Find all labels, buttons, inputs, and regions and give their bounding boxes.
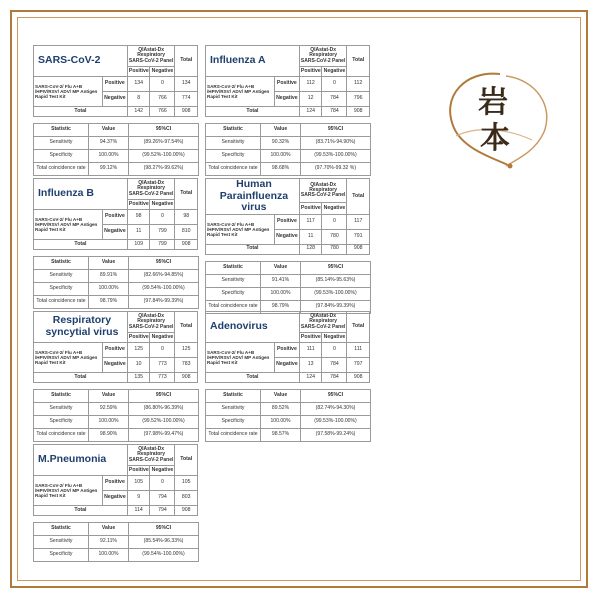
stats-cell: 100.00% [89, 150, 129, 163]
contingency-table [205, 178, 370, 255]
stats-row [206, 416, 371, 429]
cell-value: 797 [347, 358, 370, 373]
col-header-negative: Negative [322, 67, 347, 77]
total-label: Total [34, 506, 128, 516]
cell-value: 773 [150, 358, 175, 373]
stats-cell: (99.54%-100.00%) [129, 283, 199, 296]
stats-row [206, 274, 371, 287]
stats-header-cell: Statistic [34, 124, 89, 137]
cell-value: 791 [347, 229, 370, 244]
cell-value: 796 [347, 92, 370, 107]
stats-row [206, 429, 371, 442]
kit-name: SARS-CoV-2/ Flu A+B /HPIV/RSV/ ADV/ MP Antigen Rapid Test Kit [34, 210, 103, 240]
stats-cell: 98.90% [89, 429, 129, 442]
stats-cell: 100.00% [89, 283, 129, 296]
total-label: Total [34, 240, 128, 250]
col-header-total: Total [175, 46, 198, 77]
total-value: 908 [175, 240, 198, 250]
stats-cell: Total coincidence rate [34, 429, 89, 442]
row-label: Positive [274, 77, 299, 92]
stats-cell: (97.84%-99.39%) [301, 300, 371, 313]
stats-cell: (82.74%-94.30%) [301, 403, 371, 416]
stats-cell: Specificity [34, 150, 89, 163]
stats-row [34, 536, 199, 549]
cell-value: 8 [127, 92, 150, 107]
result-block [205, 178, 370, 314]
col-header-negative: Negative [150, 200, 175, 210]
panel-header: QIAstat-Dx Respiratory SARS-CoV-2 Panel [127, 46, 175, 67]
block-title: Human Parainfluenza virus [206, 179, 300, 215]
logo-char-2: 本 [480, 121, 510, 156]
stats-header-cell: Value [89, 523, 129, 536]
row-label: Negative [274, 92, 299, 107]
stats-header-cell: Value [89, 257, 129, 270]
block-title: Adenovirus [206, 312, 300, 343]
stats-row [34, 270, 199, 283]
stats-header-cell: 95%CI [129, 390, 199, 403]
stats-cell: 99.12% [89, 163, 129, 176]
stats-cell: 89.91% [89, 270, 129, 283]
cell-value: 810 [175, 225, 198, 240]
total-row [34, 373, 198, 383]
stats-header-cell: 95%CI [301, 261, 371, 274]
row-label: Negative [102, 358, 127, 373]
total-value: 908 [175, 373, 198, 383]
col-header-negative: Negative [150, 466, 175, 476]
total-row [34, 506, 198, 516]
cell-value: 134 [175, 77, 198, 92]
total-value: 908 [347, 373, 370, 383]
stats-cell: 98.79% [261, 300, 301, 313]
stats-cell: Sensitivity [206, 403, 261, 416]
stats-cell: 98.57% [261, 429, 301, 442]
statistics-table [33, 256, 199, 309]
cell-value: 111 [299, 343, 322, 358]
stats-header-cell: Value [261, 261, 301, 274]
panel-header: QIAstat-Dx Respiratory SARS-CoV-2 Panel [299, 179, 347, 203]
col-header-positive: Positive [127, 200, 150, 210]
table-row [34, 476, 198, 491]
stats-row [34, 549, 199, 562]
kit-name: SARS-CoV-2/ Flu A+B /HPIV/RSV/ ADV/ MP Antigen Rapid Test Kit [206, 214, 275, 244]
cell-value: 112 [299, 77, 322, 92]
col-header-positive: Positive [127, 67, 150, 77]
stats-cell: 98.68% [261, 163, 301, 176]
stats-row [34, 163, 199, 176]
cell-value: 11 [127, 225, 150, 240]
statistics-table [33, 522, 199, 562]
panel-header: QIAstat-Dx Respiratory SARS-CoV-2 Panel [127, 312, 175, 333]
kit-name: SARS-CoV-2/ Flu A+B /HPIV/RSV/ ADV/ MP Antigen Rapid Test Kit [34, 343, 103, 373]
cell-value: 780 [322, 229, 347, 244]
contingency-table [205, 311, 370, 383]
col-header-total: Total [175, 312, 198, 343]
stats-cell: Specificity [206, 416, 261, 429]
contingency-table [33, 444, 198, 516]
stats-cell: 90.32% [261, 137, 301, 150]
stats-header-cell: Statistic [206, 124, 261, 137]
total-value: 773 [150, 373, 175, 383]
brand-logo [436, 66, 558, 174]
cell-value: 117 [347, 214, 370, 229]
block-title: SARS-CoV-2 [34, 46, 128, 77]
block-title: Respiratory syncytial virus [34, 312, 128, 343]
cell-value: 803 [175, 491, 198, 506]
stats-row [34, 429, 199, 442]
stats-header-cell: Value [261, 390, 301, 403]
stats-cell: (98.27%-99.62%) [129, 163, 199, 176]
table-row [34, 77, 198, 92]
stats-row [34, 416, 199, 429]
stats-cell: 100.00% [89, 416, 129, 429]
statistics-table [33, 123, 199, 176]
total-value: 908 [347, 107, 370, 117]
stats-cell: (86.80%-96.39%) [129, 403, 199, 416]
result-block [33, 311, 198, 442]
cell-value: 111 [347, 343, 370, 358]
table-row [34, 343, 198, 358]
total-row [206, 107, 370, 117]
kit-name: SARS-CoV-2/ Flu A+B /HPIV/RSV/ ADV/ MP Antigen Rapid Test Kit [34, 476, 103, 506]
total-value: 780 [322, 244, 347, 254]
cell-value: 98 [175, 210, 198, 225]
stats-cell: (97.98%-99.47%) [129, 429, 199, 442]
stats-cell: 89.52% [261, 403, 301, 416]
statistics-table [205, 261, 371, 314]
stats-cell: (99.53%-100.00%) [301, 150, 371, 163]
statistics-table [205, 389, 371, 442]
stats-cell: 91.41% [261, 274, 301, 287]
row-label: Positive [102, 343, 127, 358]
cell-value: 0 [150, 210, 175, 225]
stats-cell: (99.54%-100.00%) [129, 549, 199, 562]
total-row [206, 244, 370, 254]
cell-value: 783 [175, 358, 198, 373]
stats-header-cell: 95%CI [129, 124, 199, 137]
cell-value: 105 [175, 476, 198, 491]
col-header-negative: Negative [150, 333, 175, 343]
cell-value: 10 [127, 358, 150, 373]
row-label: Negative [102, 92, 127, 107]
cell-value: 117 [299, 214, 322, 229]
cell-value: 12 [299, 92, 322, 107]
row-label: Positive [102, 476, 127, 491]
stats-cell: (99.52%-100.00%) [129, 150, 199, 163]
stats-cell: Specificity [34, 283, 89, 296]
stats-cell: Specificity [34, 416, 89, 429]
cell-value: 134 [127, 77, 150, 92]
col-header-total: Total [347, 179, 370, 215]
cell-value: 774 [175, 92, 198, 107]
result-block [33, 178, 198, 309]
col-header-positive: Positive [299, 67, 322, 77]
kit-name: SARS-CoV-2/ Flu A+B /HPIV/RSV/ ADV/ MP Antigen Rapid Test Kit [34, 77, 103, 107]
stats-cell: 98.79% [89, 296, 129, 309]
col-header-total: Total [347, 46, 370, 77]
kit-name: SARS-CoV-2/ Flu A+B /HPIV/RSV/ ADV/ MP Antigen Rapid Test Kit [206, 77, 275, 107]
stats-row [206, 150, 371, 163]
stats-cell: 100.00% [261, 416, 301, 429]
stats-cell: Sensitivity [206, 274, 261, 287]
result-block [205, 311, 370, 442]
col-header-total: Total [175, 445, 198, 476]
row-label: Negative [274, 358, 299, 373]
result-block [33, 45, 198, 176]
stats-cell: (89.26%-97.54%) [129, 137, 199, 150]
col-header-negative: Negative [322, 333, 347, 343]
stats-cell: 100.00% [261, 287, 301, 300]
total-value: 799 [150, 240, 175, 250]
stats-cell: Specificity [206, 287, 261, 300]
cell-value: 784 [322, 92, 347, 107]
stats-row [34, 283, 199, 296]
col-header-negative: Negative [322, 203, 347, 215]
row-label: Positive [102, 77, 127, 92]
cell-value: 105 [127, 476, 150, 491]
total-value: 908 [175, 506, 198, 516]
cell-value: 0 [150, 77, 175, 92]
cell-value: 766 [150, 92, 175, 107]
document-page [33, 40, 375, 565]
row-label: Negative [102, 225, 127, 240]
stats-cell: 100.00% [261, 150, 301, 163]
result-block [205, 45, 370, 176]
stats-cell: (99.53%-100.00%) [301, 416, 371, 429]
stats-header-cell: 95%CI [301, 124, 371, 137]
col-header-positive: Positive [299, 333, 322, 343]
total-row [34, 240, 198, 250]
stats-header-cell: 95%CI [129, 257, 199, 270]
cell-value: 0 [322, 77, 347, 92]
stats-cell: Sensitivity [34, 403, 89, 416]
table-row [206, 77, 370, 92]
stats-header-cell: Value [261, 124, 301, 137]
panel-header: QIAstat-Dx Respiratory SARS-CoV-2 Panel [127, 445, 175, 466]
stats-cell: (99.53%-100.00%) [301, 287, 371, 300]
contingency-table [33, 311, 198, 383]
stats-row [34, 403, 199, 416]
stats-cell: Specificity [206, 150, 261, 163]
total-label: Total [206, 107, 300, 117]
stats-cell: 92.59% [89, 403, 129, 416]
cell-value: 125 [127, 343, 150, 358]
stats-header-cell: Statistic [34, 523, 89, 536]
stats-cell: 94.37% [89, 137, 129, 150]
total-value: 784 [322, 373, 347, 383]
logo-swoosh-icon [436, 66, 558, 174]
stats-cell: Total coincidence rate [34, 163, 89, 176]
row-label: Positive [274, 343, 299, 358]
total-value: 124 [299, 373, 322, 383]
cell-value: 0 [150, 343, 175, 358]
row-label: Positive [274, 214, 299, 229]
stats-header-cell: Statistic [34, 257, 89, 270]
stats-cell: (82.66%-94.85%) [129, 270, 199, 283]
block-title: Influenza A [206, 46, 300, 77]
total-value: 124 [299, 107, 322, 117]
col-header-positive: Positive [127, 466, 150, 476]
stats-row [206, 137, 371, 150]
col-header-total: Total [175, 179, 198, 210]
total-label: Total [34, 373, 128, 383]
cell-value: 0 [322, 214, 347, 229]
col-header-positive: Positive [299, 203, 322, 215]
stats-row [206, 287, 371, 300]
stats-row [34, 137, 199, 150]
contingency-table [205, 45, 370, 117]
cell-value: 794 [150, 491, 175, 506]
total-value: 784 [322, 107, 347, 117]
stats-cell: Sensitivity [34, 137, 89, 150]
result-block [33, 444, 198, 562]
stats-row [206, 403, 371, 416]
total-value: 142 [127, 107, 150, 117]
logo-char-1: 岩 [478, 85, 508, 120]
cell-value: 125 [175, 343, 198, 358]
stats-cell: Total coincidence rate [206, 163, 261, 176]
stats-cell: (83.71%-94.90%) [301, 137, 371, 150]
row-label: Negative [274, 229, 299, 244]
cell-value: 13 [299, 358, 322, 373]
total-label: Total [206, 373, 300, 383]
total-label: Total [34, 107, 128, 117]
stats-cell: (85.54%-96.33%) [129, 536, 199, 549]
total-value: 109 [127, 240, 150, 250]
table-row [206, 214, 370, 229]
col-header-total: Total [347, 312, 370, 343]
stats-cell: (85.14%-95.63%) [301, 274, 371, 287]
cell-value: 98 [127, 210, 150, 225]
stats-cell: 100.00% [89, 549, 129, 562]
block-title: Influenza B [34, 179, 128, 210]
stats-header-cell: Value [89, 390, 129, 403]
stats-cell: (99.52%-100.00%) [129, 416, 199, 429]
stats-header-cell: 95%CI [301, 390, 371, 403]
contingency-table [33, 45, 198, 117]
contingency-table [33, 178, 198, 250]
stats-row [206, 163, 371, 176]
cell-value: 11 [299, 229, 322, 244]
stats-cell: Total coincidence rate [206, 429, 261, 442]
stats-cell: 92.11% [89, 536, 129, 549]
cell-value: 9 [127, 491, 150, 506]
cell-value: 784 [322, 358, 347, 373]
total-value: 766 [150, 107, 175, 117]
row-label: Positive [102, 210, 127, 225]
cell-value: 0 [322, 343, 347, 358]
block-title: M.Pneumonia [34, 445, 128, 476]
total-value: 908 [347, 244, 370, 254]
cell-value: 799 [150, 225, 175, 240]
panel-header: QIAstat-Dx Respiratory SARS-CoV-2 Panel [299, 46, 347, 67]
total-value: 908 [175, 107, 198, 117]
stats-cell: (97.70%-99.32 %) [301, 163, 371, 176]
total-row [34, 107, 198, 117]
total-value: 128 [299, 244, 322, 254]
stats-cell: Specificity [34, 549, 89, 562]
stats-cell: Total coincidence rate [34, 296, 89, 309]
col-header-positive: Positive [127, 333, 150, 343]
panel-header: QIAstat-Dx Respiratory SARS-CoV-2 Panel [299, 312, 347, 333]
stats-header-cell: 95%CI [129, 523, 199, 536]
stats-header-cell: Statistic [206, 390, 261, 403]
table-row [206, 343, 370, 358]
stats-cell: Total coincidence rate [206, 300, 261, 313]
stats-cell: Sensitivity [206, 137, 261, 150]
total-row [206, 373, 370, 383]
stats-cell: (97.84%-99.39%) [129, 296, 199, 309]
stats-row [34, 296, 199, 309]
row-label: Negative [102, 491, 127, 506]
statistics-table [33, 389, 199, 442]
stats-header-cell: Value [89, 124, 129, 137]
total-value: 135 [127, 373, 150, 383]
panel-header: QIAstat-Dx Respiratory SARS-CoV-2 Panel [127, 179, 175, 200]
col-header-negative: Negative [150, 67, 175, 77]
cell-value: 0 [150, 476, 175, 491]
stats-cell: (97.58%-99.24%) [301, 429, 371, 442]
stats-header-cell: Statistic [206, 261, 261, 274]
statistics-table [205, 123, 371, 176]
stats-row [34, 150, 199, 163]
kit-name: SARS-CoV-2/ Flu A+B /HPIV/RSV/ ADV/ MP Antigen Rapid Test Kit [206, 343, 275, 373]
total-label: Total [206, 244, 300, 254]
stats-cell: Sensitivity [34, 270, 89, 283]
total-value: 114 [127, 506, 150, 516]
stats-cell: Sensitivity [34, 536, 89, 549]
cell-value: 112 [347, 77, 370, 92]
stats-header-cell: Statistic [34, 390, 89, 403]
total-value: 794 [150, 506, 175, 516]
table-row [34, 210, 198, 225]
